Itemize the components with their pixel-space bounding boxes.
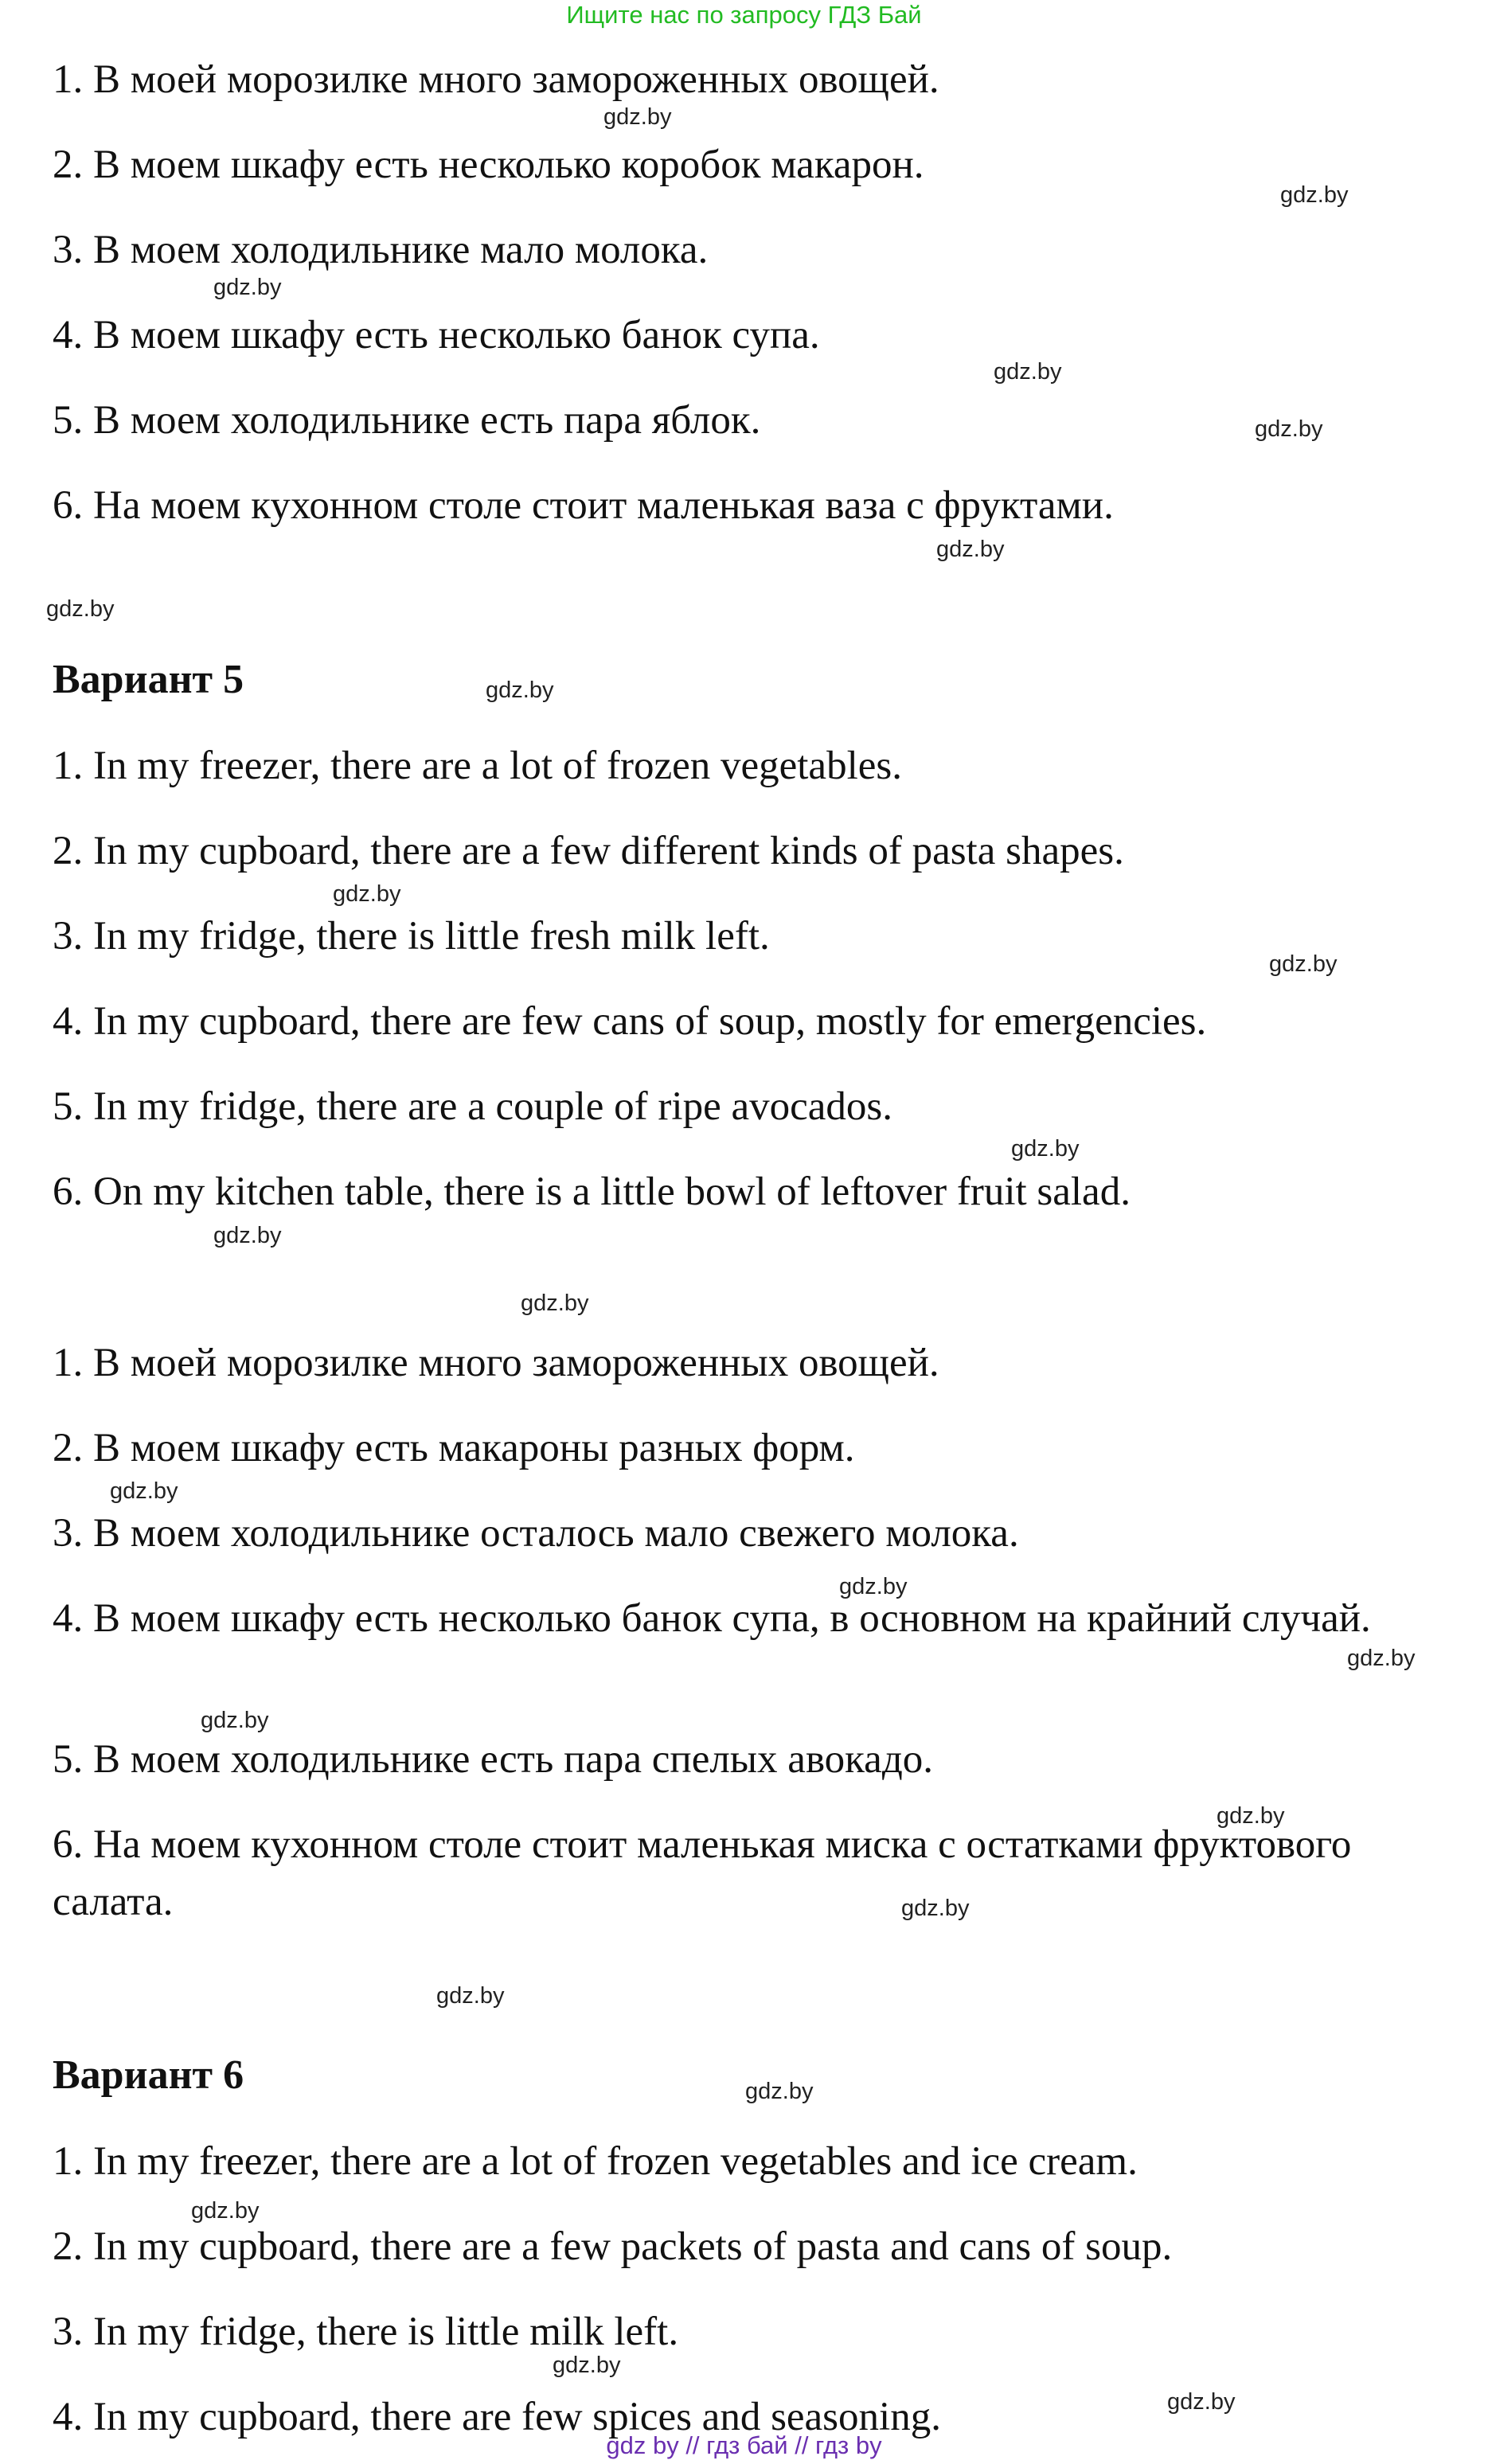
v5-en-line-1: 1. In my freezer, there are a lot of frozen vegetables. <box>53 744 902 788</box>
ru-line-3: 3. В моем холодильнике мало молока. <box>53 228 709 272</box>
v5-ru-line-5: 5. В моем холодильнике есть пара спелых авокадо. <box>53 1737 934 1782</box>
watermark: gdz.by <box>333 881 401 907</box>
ru-line-5: 5. В моем холодильнике есть пара яблок. <box>53 398 761 443</box>
ru-line-4: 4. В моем шкафу есть несколько банок супа. <box>53 313 820 357</box>
watermark: gdz.by <box>994 359 1062 385</box>
v5-ru-line-4: 4. В моем шкафу есть несколько банок супа, в основном на крайний случай. <box>53 1596 1371 1641</box>
watermark: gdz.by <box>1167 2389 1236 2415</box>
watermark: gdz.by <box>191 2198 260 2224</box>
v5-ru-line-1: 1. В моей морозилке много замороженных овощей. <box>53 1341 939 1385</box>
ru-line-6: 6. На моем кухонном столе стоит маленькая ваза с фруктами. <box>53 483 1114 528</box>
variant-5-heading: Вариант 5 <box>53 657 244 702</box>
watermark: gdz.by <box>936 537 1005 562</box>
v6-en-line-1: 1. In my freezer, there are a lot of frozen vegetables and ice cream. <box>53 2139 1138 2184</box>
v5-en-line-6: 6. On my kitchen table, there is a little bowl of leftover fruit salad. <box>53 1170 1131 1214</box>
watermark: gdz.by <box>110 1478 178 1504</box>
v6-en-line-3: 3. In my fridge, there is little milk left. <box>53 2310 679 2354</box>
v5-en-line-4: 4. In my cupboard, there are few cans of soup, mostly for emergencies. <box>53 999 1207 1044</box>
v6-en-line-4: 4. In my cupboard, there are few spices and seasoning. <box>53 2395 941 2439</box>
watermark: gdz.by <box>839 1574 908 1599</box>
watermark: gdz.by <box>1011 1136 1080 1162</box>
watermark: gdz.by <box>745 2079 814 2104</box>
watermark: gdz.by <box>1217 1803 1285 1829</box>
v5-ru-line-2: 2. В моем шкафу есть макароны разных форм. <box>53 1426 855 1470</box>
v5-ru-line-3: 3. В моем холодильнике осталось мало свежего молока. <box>53 1511 1019 1556</box>
variant-6-heading: Вариант 6 <box>53 2052 244 2098</box>
v6-en-line-2: 2. In my cupboard, there are a few packets of pasta and cans of soup. <box>53 2224 1173 2269</box>
watermark: gdz.by <box>1269 951 1338 977</box>
bottom-banner: gdz by // гдз бай // гдз by <box>606 2431 882 2459</box>
watermark: gdz.by <box>901 1896 970 1921</box>
watermark: gdz.by <box>201 1708 269 1733</box>
watermark: gdz.by <box>46 596 115 622</box>
ru-line-2: 2. В моем шкафу есть несколько коробок макарон. <box>53 143 924 187</box>
watermark: gdz.by <box>436 1983 505 2009</box>
watermark: gdz.by <box>1280 182 1349 208</box>
v5-ru-line-6: 6. На моем кухонном столе стоит маленькая миска с остатками фруктового салата. <box>53 1822 1352 1924</box>
watermark: gdz.by <box>486 678 554 703</box>
watermark: gdz.by <box>213 275 282 300</box>
watermark: gdz.by <box>213 1223 282 1248</box>
watermark: gdz.by <box>1255 416 1323 442</box>
watermark: gdz.by <box>603 104 672 130</box>
v5-en-line-2: 2. In my cupboard, there are a few different kinds of pasta shapes. <box>53 829 1124 873</box>
v5-en-line-3: 3. In my fridge, there is little fresh milk left. <box>53 914 770 959</box>
watermark: gdz.by <box>521 1291 589 1316</box>
watermark: gdz.by <box>1347 1646 1416 1671</box>
watermark: gdz.by <box>553 2353 621 2378</box>
top-banner: Ищите нас по запросу ГДЗ Бай <box>566 1 922 29</box>
ru-line-1: 1. В моей морозилке много замороженных овощей. <box>53 57 939 102</box>
v5-en-line-5: 5. In my fridge, there are a couple of ripe avocados. <box>53 1084 892 1129</box>
